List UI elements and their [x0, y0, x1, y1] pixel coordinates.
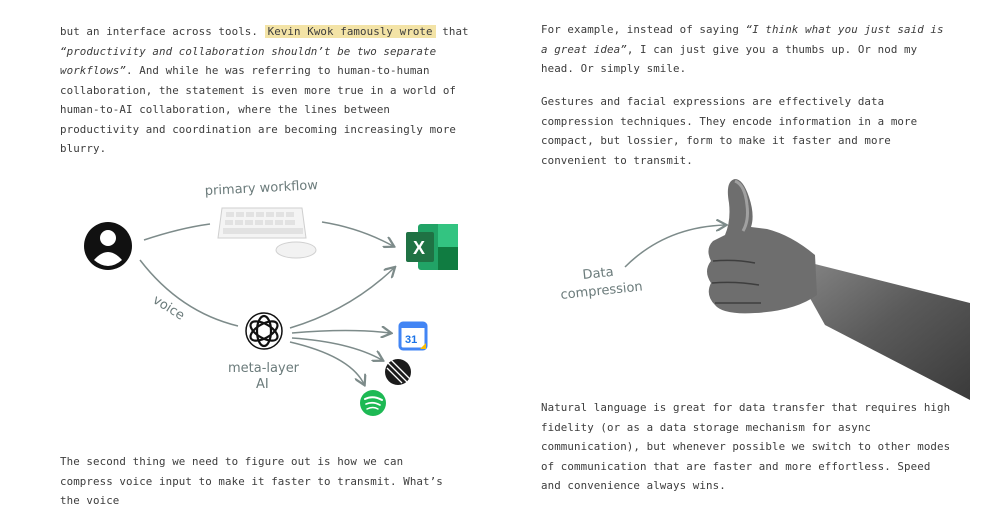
intro-paragraph: [60, 22, 470, 159]
arrow-ai-to-excel: [290, 268, 394, 328]
gestures-paragraph: Gestures and facial expressions are effectively data compression techniques. They encode information in a more compact, but lossier, form to make it faster and more convenient to transmit.: [541, 95, 918, 167]
intro-text-1: but an interface across tools.: [60, 25, 259, 38]
arrow-ai-to-linear: [292, 338, 382, 360]
openai-logo-icon: [246, 313, 282, 349]
data-label: Data: [581, 264, 615, 283]
excel-letter: X: [413, 238, 426, 258]
ai-label: AI: [256, 377, 269, 392]
calendar-icon: [400, 323, 426, 349]
arrow-ai-to-calendar: [292, 331, 390, 334]
thumbs-up-figure: [555, 175, 975, 405]
workflow-diagram: [60, 170, 540, 430]
spotify-icon: [360, 390, 386, 416]
mouse-icon: [276, 242, 316, 258]
voice-label: voice: [149, 292, 188, 324]
primary-workflow-label: primary workflow: [204, 178, 319, 199]
linear-icon: [385, 359, 411, 385]
user-avatar-icon: [84, 222, 132, 270]
example-paragraph: [541, 20, 946, 79]
arrow-voice-to-ai: [140, 260, 238, 326]
example-quote: “I think what you just said is a great idea”: [541, 23, 944, 56]
keyboard-icon: [218, 208, 306, 238]
intro-text-3: . And while he was referring to human-to-human collaboration, the statement is even more true in a world of human-to-AI collaboration, where the lines between productivity and coordination are becoming increasingly more blurry.: [60, 64, 457, 155]
highlighted-link[interactable]: Kevin Kwok famously wrote: [265, 25, 436, 38]
arrow-keyboard-to-excel: [322, 222, 393, 246]
meta-layer-label: meta-layer: [228, 361, 300, 376]
intro-quote: “productivity and collaboration shouldn’t be two separate workflows”: [60, 44, 437, 77]
example-text-2: , I can just give you a thumbs up. Or nod my head. Or simply smile.: [541, 42, 918, 75]
excel-icon: [406, 224, 458, 270]
natural-language-paragraph: Natural language is great for data transfer that requires high fidelity (or as a data storage mechanism for async communication), but whenever possible we switch to other modes of communication that are faster and more effortless. Speed and convenience always wins.: [541, 401, 951, 492]
bottom-paragraph: The second thing we need to figure out is how we can compress voice input to make it faster to transmit. What’s the voice: [60, 455, 443, 507]
thumbs-up-hand-icon: [707, 179, 970, 400]
compression-label: compression: [559, 279, 644, 303]
intro-text-2: that: [442, 25, 469, 38]
example-text-1: For example, instead of saying: [541, 23, 746, 36]
arrow-user-to-keyboard: [144, 224, 210, 240]
calendar-number: 31: [405, 334, 418, 346]
